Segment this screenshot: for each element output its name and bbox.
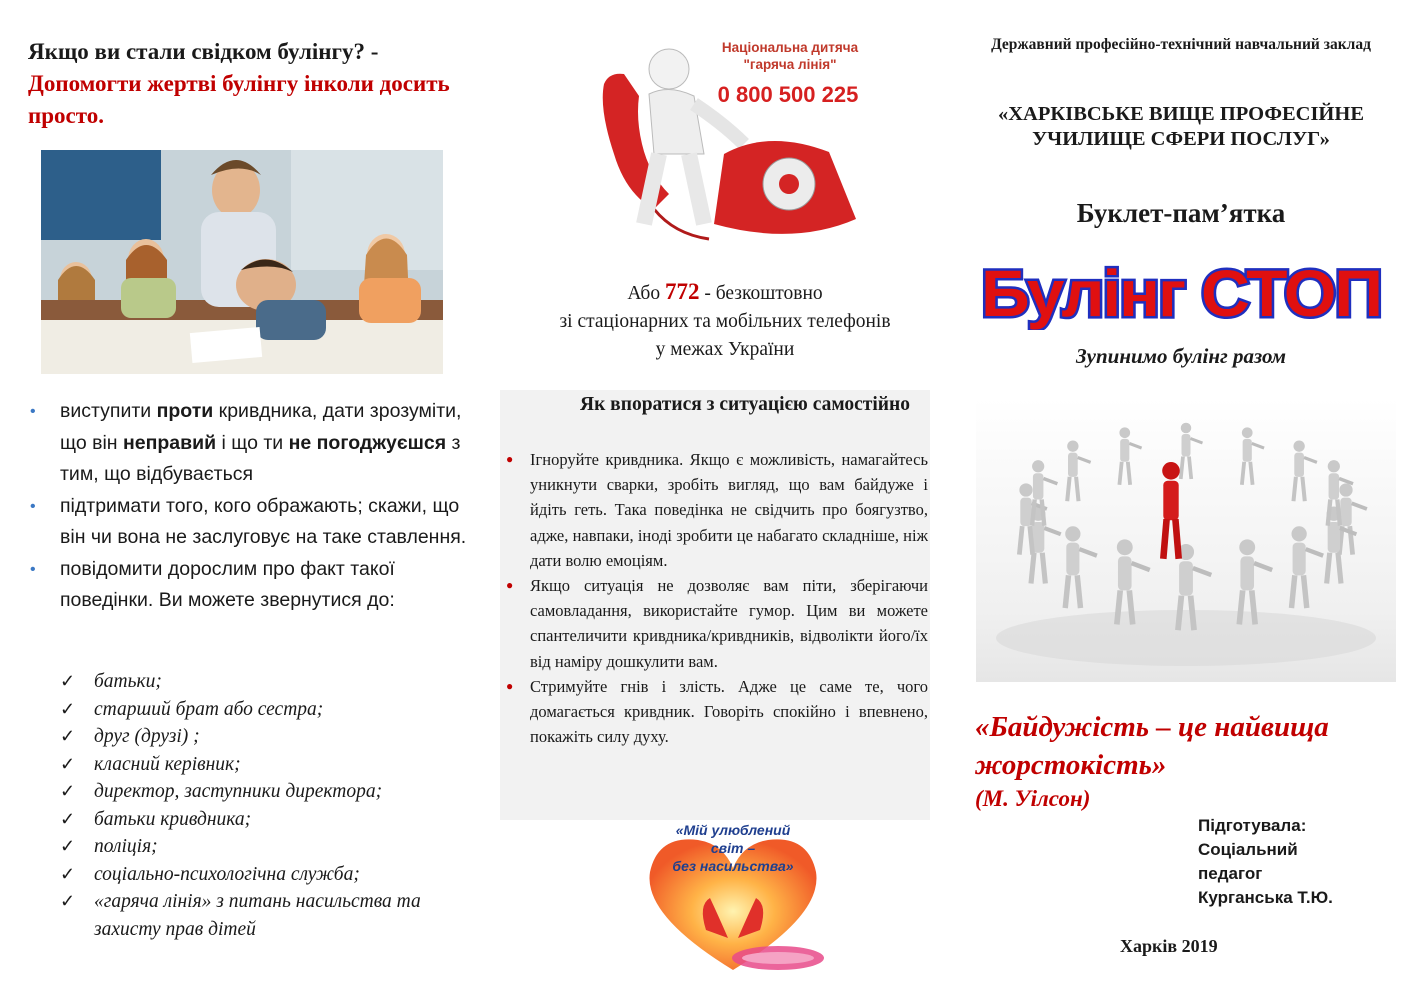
witness-heading — [28, 36, 468, 132]
checklist-item: ✓ старший брат або сестра; — [60, 696, 480, 724]
checkmark-icon: ✓ — [60, 891, 76, 911]
witness-actions-list — [28, 396, 468, 617]
bullet-dot-icon: ● — [506, 452, 514, 466]
checkmark-icon: ✓ — [60, 836, 76, 856]
checklist-item: ✓ друг (друзі) ; — [60, 723, 480, 751]
mannequin-circle-illustration — [976, 398, 1396, 682]
classroom-bullying-photo — [41, 150, 443, 374]
witness-action-item: • виступити проти кривдника, дати зрозуміти, що він неправий і що ти не погоджуєшся з тим, що відбувається — [28, 396, 468, 491]
checklist-item: ✓ «гаряча лінія» з питань насильства та захисту прав дітей — [60, 888, 480, 943]
institution-type: Державний професійно-технічний навчальний заклад — [991, 36, 1371, 53]
checkmark-icon: ✓ — [60, 726, 76, 746]
checkmark-icon: ✓ — [60, 781, 76, 801]
mannequin-figure — [1339, 483, 1367, 554]
hotline-phone-illustration — [594, 34, 876, 254]
checkmark-icon: ✓ — [60, 753, 76, 774]
author-name: Курганська Т.Ю. — [1198, 888, 1333, 907]
contacts-checklist — [60, 668, 480, 943]
checklist-item: ✓ поліція; — [60, 833, 480, 861]
checklist-item: ✓ батьки; — [60, 668, 480, 696]
city-year: Харків 2019 — [1120, 936, 1218, 956]
witness-heading-answer: Допомогти жертві булінгу інколи досить просто. — [28, 71, 450, 128]
alt-hotline-info: Або 772 - безкоштовно зі стаціонарних та мобільних телефонів у межах України — [559, 279, 891, 360]
mannequin-figure — [1181, 423, 1203, 479]
checklist-item: ✓ батьки кривдника; — [60, 806, 480, 834]
college-name: «ХАРКІВСЬКЕ ВИЩЕ ПРОФЕСІЙНЕ УЧИЛИЩЕ СФЕРИ ПОСЛУГ» — [997, 103, 1365, 150]
booklet-label: Буклет-пам’ятка — [1076, 198, 1286, 228]
bullet-dot-icon: ● — [506, 578, 514, 593]
cope-advice-list — [502, 447, 928, 749]
quote-author: (М. Уілсон) — [975, 786, 1091, 811]
witness-heading-question: Якщо ви стали свідком булінгу? - — [28, 39, 379, 64]
bullet-dot-icon: ● — [506, 678, 514, 693]
alt-hotline-number: 772 — [664, 279, 700, 304]
mannequin-figure — [1031, 507, 1061, 584]
bullet-dot-icon: • — [30, 497, 36, 515]
cope-advice-item: ● Ігноруйте кривдника. Якщо є можливість, намагайтесь уникнути сварки, зробіть вигляд, що вам байдуже і йдіть геть. Така поведінка не свідчить про боягузтво, адже, навпаки, іноді зробити це набагато складніше, ніж дати волю емоціям. — [502, 447, 928, 573]
hotline-number: 0 800 500 225 — [717, 82, 859, 107]
mannequin-figure — [1065, 526, 1097, 608]
quote-text: «Байдужість – це найвища жорстокість» — [975, 711, 1329, 781]
bullying-stop-title-art — [975, 250, 1387, 330]
checklist-item: ✓ директор, заступники директора; — [60, 778, 480, 806]
slogan: Зупинимо булінг разом — [1075, 344, 1287, 368]
cope-advice-item: ● Якщо ситуація не дозволяє вам піти, зберігаючи самовладання, використайте гумор. Цим ви можете спантеличити кривдника/кривдників, відволікти його/їх від наміру дошкулити вам. — [502, 573, 928, 674]
prepared-by: Підготувала: Соціальний педагог Курганська Т.Ю. — [1198, 816, 1333, 907]
mannequin-figure — [1119, 427, 1141, 484]
mannequin-figure — [1242, 427, 1264, 484]
bullet-dot-icon: • — [30, 403, 36, 420]
hotline-caption-line1: Національна дитяча — [721, 40, 859, 55]
cope-advice-item: ● Стримуйте гнів і злість. Адже це саме те, чого домагається кривдник. Говоріть спокійно і впевнено, покажіть силу духу. — [502, 674, 928, 750]
mannequin-figure — [1067, 440, 1090, 501]
witness-action-item: • підтримати того, кого ображають; скажи, що він чи вона не заслуговує на таке ставлення. — [28, 491, 468, 554]
checkmark-icon: ✓ — [60, 808, 76, 829]
bullying-stop-title: Булінг СТОП — [981, 256, 1381, 330]
red-mannequin-figure — [1162, 462, 1180, 559]
hotline-caption-line2: "гаряча лінія" — [743, 57, 837, 72]
checkmark-icon: ✓ — [60, 698, 76, 719]
checklist-item: ✓ соціально-психологічна служба; — [60, 861, 480, 889]
checkmark-icon: ✓ — [60, 671, 76, 691]
mannequin-figure — [1291, 526, 1323, 608]
mannequin-figure — [1293, 440, 1316, 501]
checklist-item: ✓ класний керівник; — [60, 751, 480, 779]
cope-section-title: Як впоратися з ситуацією самостійно — [579, 394, 910, 415]
no-violence-logo-text: «Мій улюблений світ – без насильства» — [672, 822, 794, 874]
checkmark-icon: ✓ — [60, 863, 76, 884]
bullet-dot-icon: • — [30, 560, 36, 578]
witness-action-item: • повідомити дорослим про факт такої поведінки. Ви можете звернутися до: — [28, 554, 468, 617]
